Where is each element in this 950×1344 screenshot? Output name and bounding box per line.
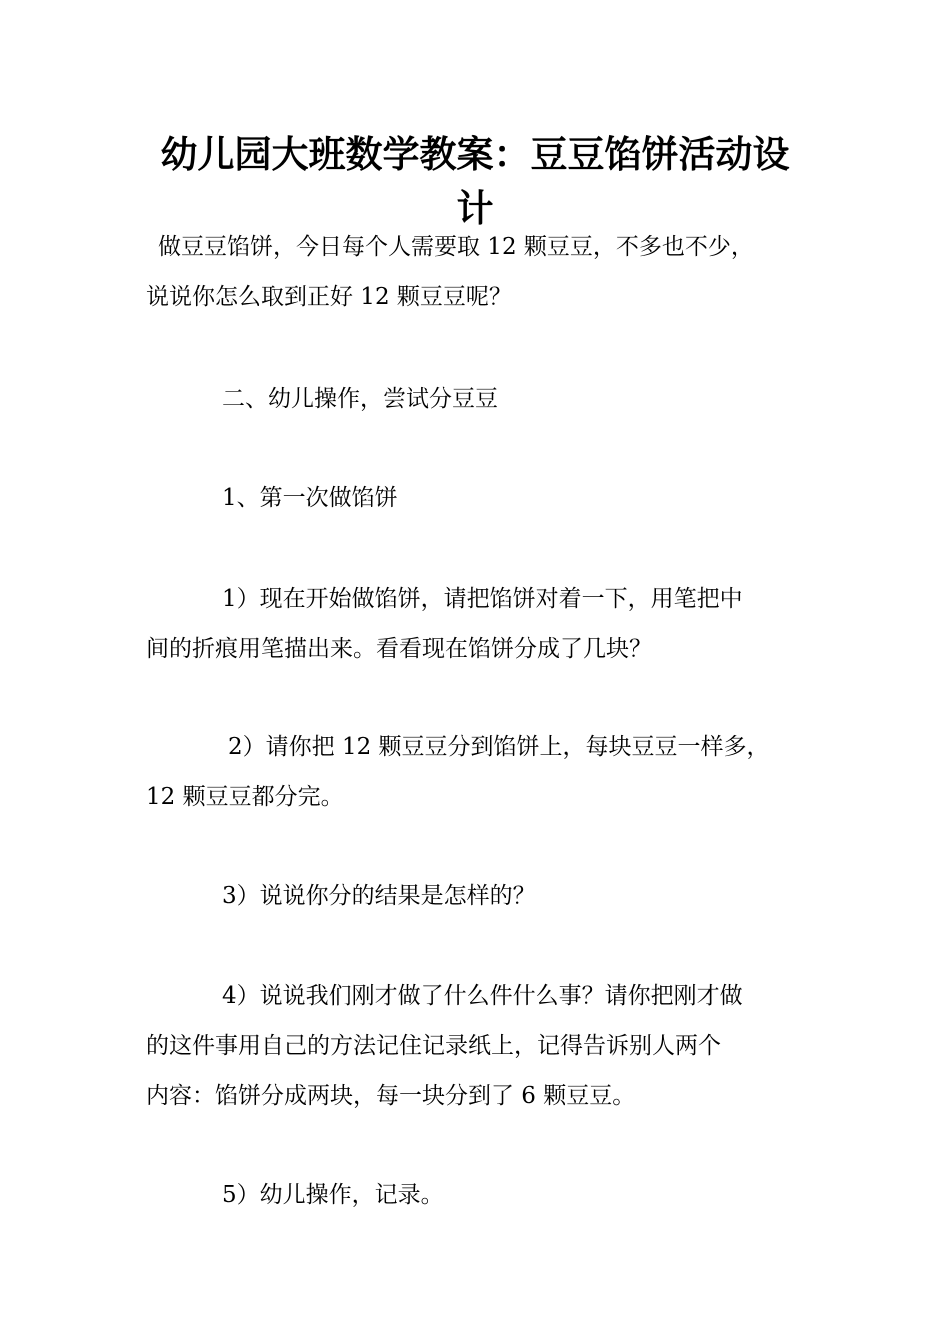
paragraph-step-2: [146, 722, 836, 822]
paragraph-line: 3）说说你分的结果是怎样的？: [222, 883, 536, 909]
title-line-2: 计: [456, 187, 494, 230]
paragraph-step-4: [146, 971, 836, 1121]
paragraph-line: 1、第一次做馅饼: [222, 485, 398, 511]
paragraph-step-3: [146, 871, 836, 921]
paragraph-line: 二、幼儿操作，尝试分豆豆: [222, 386, 498, 412]
paragraph-line: 做豆豆馅饼，今日每个人需要取 12 颗豆豆，不多也不少，: [158, 234, 754, 260]
subsection-heading-1: [146, 473, 836, 523]
paragraph-step-1: [146, 574, 836, 674]
paragraph-line: 4）说说我们刚才做了什么件什么事？请你把刚才做: [222, 983, 743, 1009]
title-line-1: 幼儿园大班数学教案：豆豆馅饼活动设: [160, 133, 790, 176]
document-title: [140, 128, 810, 236]
paragraph-line: 5）幼儿操作，记录。: [222, 1182, 444, 1208]
paragraph-line: 说说你怎么取到正好 12 颗豆豆呢？: [146, 284, 512, 310]
paragraph-line: 2）请你把 12 颗豆豆分到馅饼上，每块豆豆一样多，: [228, 734, 770, 760]
paragraph-line: 的这件事用自己的方法记住记录纸上，记得告诉别人两个: [146, 1033, 721, 1059]
paragraph-intro: [146, 222, 836, 322]
paragraph-line: 内容：馅饼分成两块，每一块分到了 6 颗豆豆。: [146, 1083, 636, 1109]
paragraph-line: 12 颗豆豆都分完。: [146, 784, 344, 810]
paragraph-line: 间的折痕用笔描出来。看看现在馅饼分成了几块？: [146, 636, 652, 662]
paragraph-line: 1）现在开始做馅饼，请把馅饼对着一下，用笔把中: [222, 586, 743, 612]
paragraph-step-5: [146, 1170, 836, 1220]
section-heading-2: [146, 374, 836, 424]
